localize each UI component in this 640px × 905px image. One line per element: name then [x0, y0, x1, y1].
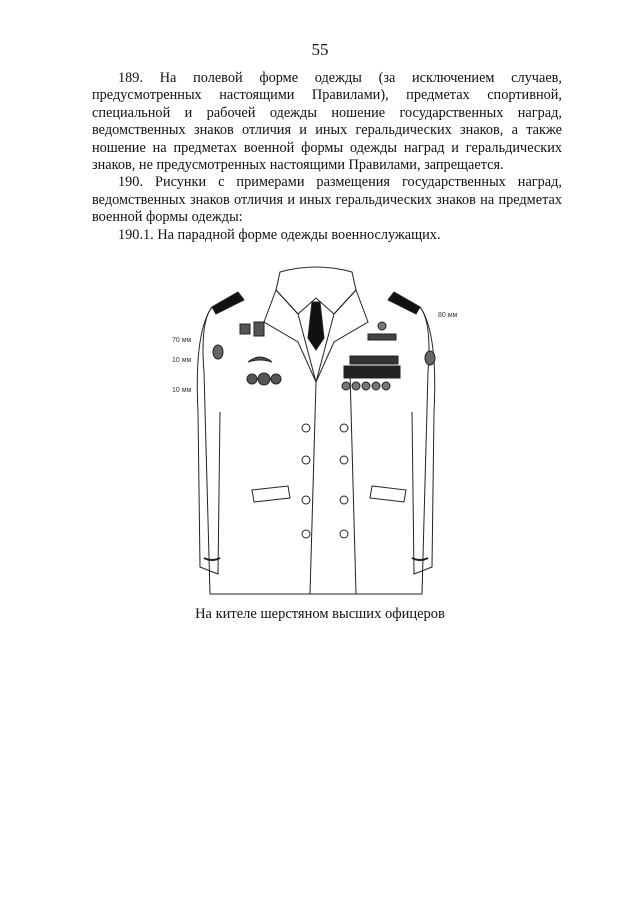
button-5 [302, 496, 310, 504]
right-sleeve-patch [425, 351, 435, 365]
ribbon-bar-1 [368, 334, 396, 340]
hero-star [378, 322, 386, 330]
dim-label-80: 80 мм [438, 312, 458, 319]
button-2 [340, 424, 348, 432]
dim-label-10-lower: 10 мм [172, 387, 192, 394]
badge-left-1 [240, 324, 250, 334]
medal-3 [362, 382, 370, 390]
medal-5 [382, 382, 390, 390]
paragraph-190-1: 190.1. На парадной форме одежды военнослужащих. [118, 226, 441, 243]
medal-2 [352, 382, 360, 390]
tunic-illustration [160, 262, 480, 602]
badge-left-2 [254, 322, 264, 336]
uniform-figure [160, 262, 480, 602]
button-8 [340, 530, 348, 538]
paragraph-190: 190. Рисунки с примерами размещения государственных наград, ведомственных знаков отличия и иных геральдических знаков на предметах военной формы одежды: [92, 174, 562, 226]
paragraph-189: 189. На полевой форме одежды (за исключением случаев, предусмотренных настоящими Правилами), предметах спортивной, специальной и рабочей одежды ношение государственных наград, ведомственных знаков отличия и иных геральдических знаков, а также ношение на предметах военной формы одежды наград и геральдических знаков, не предусмотренных настоящими Правилами, запрещается. [92, 70, 562, 174]
button-1 [302, 424, 310, 432]
badge-left-5 [271, 374, 281, 384]
medal-1 [342, 382, 350, 390]
button-4 [340, 456, 348, 464]
button-3 [302, 456, 310, 464]
dim-label-10-upper: 10 мм [172, 357, 192, 364]
left-sleeve-patch [213, 345, 223, 359]
page-number: 55 [311, 40, 329, 59]
badge-left-4 [258, 373, 270, 385]
button-6 [340, 496, 348, 504]
badge-left-3 [247, 374, 257, 384]
button-7 [302, 530, 310, 538]
figure-caption: На кителе шерстяном высших офицеров [195, 606, 445, 622]
medal-4 [372, 382, 380, 390]
ribbon-bar-3 [344, 366, 400, 378]
ribbon-bar-2 [350, 356, 398, 364]
body-text [92, 70, 562, 244]
dim-label-70: 70 мм [172, 337, 192, 344]
